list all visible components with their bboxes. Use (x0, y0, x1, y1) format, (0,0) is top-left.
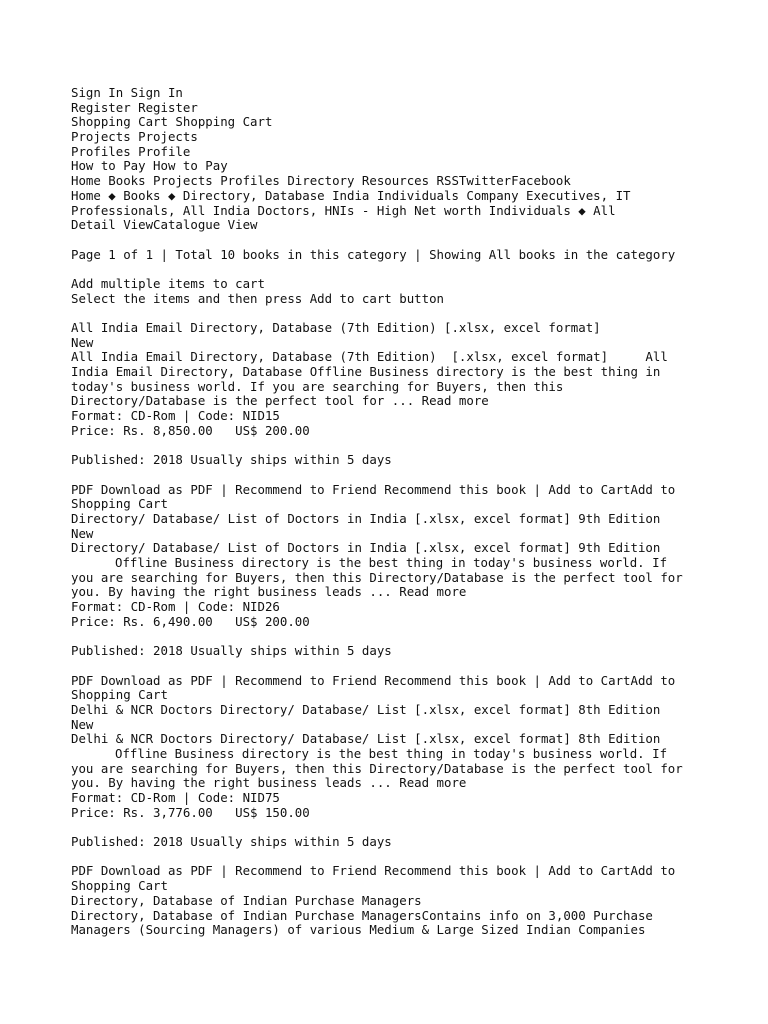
view-toggle[interactable]: Detail ViewCatalogue View (71, 217, 258, 233)
book-price: Price: Rs. 3,776.00 US$ 150.00 (71, 804, 310, 820)
multi-add-title: Add multiple items to cart (71, 275, 265, 291)
book-format: Format: CD-Rom | Code: NID26 (71, 599, 280, 615)
multi-add-hint: Select the items and then press Add to cart button (71, 290, 444, 306)
book-price: Price: Rs. 6,490.00 US$ 200.00 (71, 613, 310, 629)
book-description: Offline Business directory is the best thing in today's business world. If (115, 745, 668, 761)
book-description: you are searching for Buyers, then this Directory/Database is the perfect tool for (71, 569, 683, 585)
book-description: Managers (Sourcing Managers) of various Medium & Large Sized Indian Companies (71, 922, 646, 938)
breadcrumb-continued[interactable]: Professionals, All India Doctors, HNIs - High Net worth Individuals ◆ All (71, 202, 616, 218)
register-link[interactable]: Register Register (71, 99, 198, 115)
new-badge: New (71, 334, 94, 350)
book-description: Offline Business directory is the best thing in today's business world. If (115, 555, 668, 570)
breadcrumb[interactable]: Home ◆ Books ◆ Directory, Database India Individuals Company Executives, IT (71, 187, 631, 203)
book-description: today's business world. If you are searching for Buyers, then this (71, 378, 564, 394)
book-title[interactable]: Delhi & NCR Doctors Directory/ Database/ List [.xlsx, excel format] 8th Edition (71, 701, 661, 717)
book-item (71, 321, 701, 512)
shopping-cart-link[interactable]: Shopping Cart Shopping Cart (71, 114, 273, 130)
add-to-cart-link[interactable]: Shopping Cart (71, 687, 168, 703)
book-description: All India Email Directory, Database (7th Edition) [.xlsx, excel format] All (71, 349, 668, 365)
book-actions[interactable]: PDF Download as PDF | Recommend to Friend Recommend this book | Add to CartAdd to (71, 481, 676, 497)
book-title[interactable]: All India Email Directory, Database (7th Edition) [.xlsx, excel format] (71, 320, 601, 335)
book-format: Format: CD-Rom | Code: NID15 (71, 408, 280, 424)
book-published: Published: 2018 Usually ships within 5 days (71, 452, 392, 468)
book-published: Published: 2018 Usually ships within 5 days (71, 643, 392, 659)
book-description: Directory, Database of Indian Purchase ManagersContains info on 3,000 Purchase (71, 907, 653, 923)
main-menu[interactable]: Home Books Projects Profiles Directory Resources RSSTwitterFacebook (71, 173, 571, 189)
read-more-link[interactable]: you. By having the right business leads ... Read more (71, 584, 467, 600)
new-badge: New (71, 525, 94, 541)
book-item (71, 894, 701, 938)
book-format: Format: CD-Rom | Code: NID75 (71, 790, 280, 805)
book-description: Directory/ Database/ List of Doctors in India [.xlsx, excel format] 9th Edition (71, 540, 661, 556)
sign-in-link[interactable]: Sign In Sign In (71, 85, 183, 100)
book-actions[interactable]: PDF Download as PDF | Recommend to Friend Recommend this book | Add to CartAdd to (71, 863, 676, 879)
read-more-link[interactable]: Directory/Database is the perfect tool for ... Read more (71, 393, 489, 409)
book-published: Published: 2018 Usually ships within 5 days (71, 834, 392, 850)
profiles-link[interactable]: Profiles Profile (71, 143, 191, 159)
book-description: you are searching for Buyers, then this Directory/Database is the perfect tool for (71, 760, 683, 776)
page-content (71, 86, 701, 938)
book-title[interactable]: Directory/ Database/ List of Doctors in India [.xlsx, excel format] 9th Edition (71, 510, 661, 526)
book-title[interactable]: Directory, Database of Indian Purchase Managers (71, 892, 422, 908)
book-actions[interactable]: PDF Download as PDF | Recommend to Friend Recommend this book | Add to CartAdd to (71, 672, 676, 688)
projects-link[interactable]: Projects Projects (71, 129, 198, 145)
pagination-info: Page 1 of 1 | Total 10 books in this category | Showing All books in the category (71, 246, 676, 262)
book-description: India Email Directory, Database Offline Business directory is the best thing in (71, 364, 661, 380)
book-item (71, 703, 701, 894)
add-to-cart-link[interactable]: Shopping Cart (71, 878, 168, 894)
add-to-cart-link[interactable]: Shopping Cart (71, 496, 168, 512)
new-badge: New (71, 716, 94, 732)
read-more-link[interactable]: you. By having the right business leads ... Read more (71, 775, 467, 791)
how-to-pay-link[interactable]: How to Pay How to Pay (71, 158, 228, 174)
book-description: Delhi & NCR Doctors Directory/ Database/ List [.xlsx, excel format] 8th Edition (71, 731, 661, 747)
book-price: Price: Rs. 8,850.00 US$ 200.00 (71, 422, 310, 438)
book-item (71, 512, 701, 703)
